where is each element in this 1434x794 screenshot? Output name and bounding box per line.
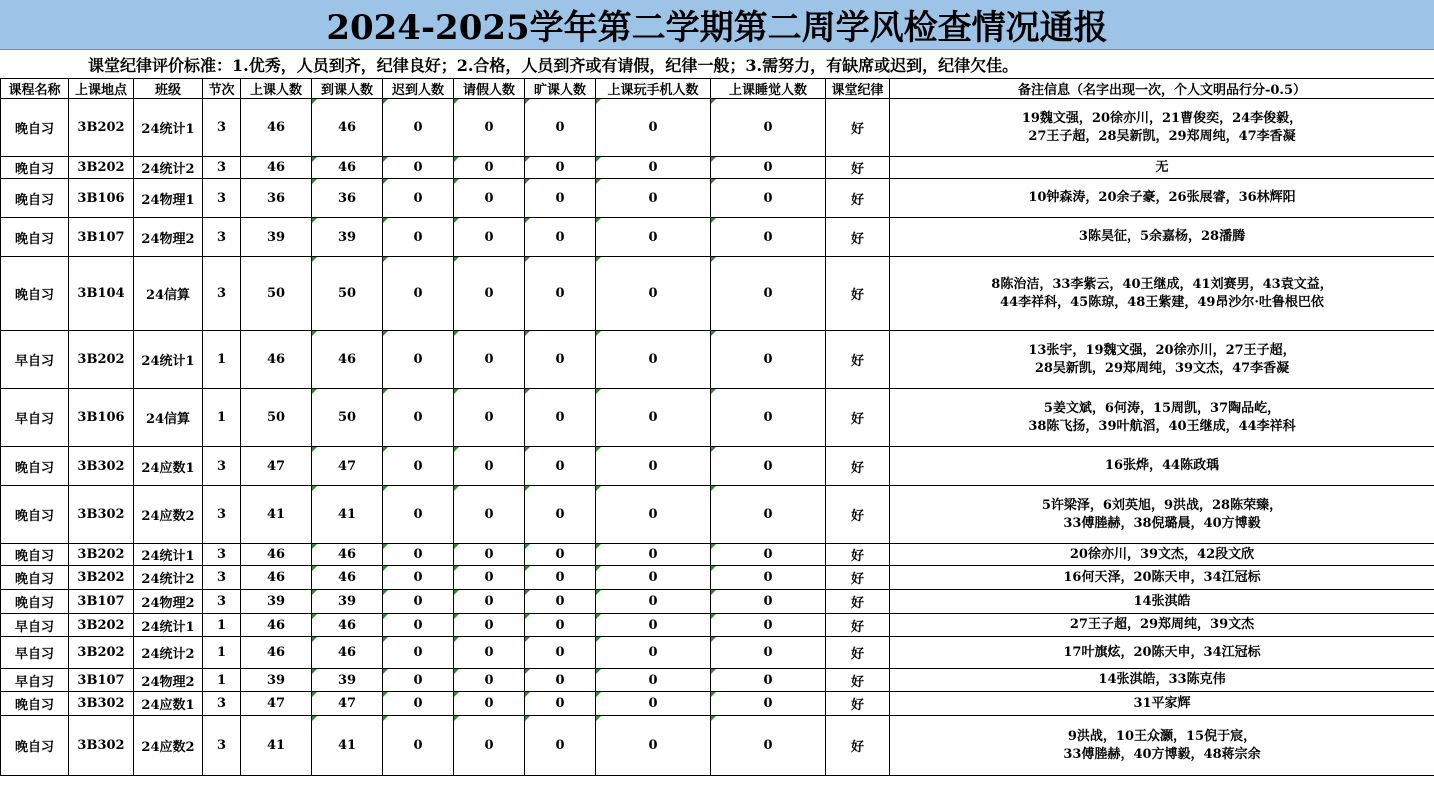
cell-discipline: 好 — [826, 716, 890, 776]
cell-leave: 0 — [454, 566, 525, 590]
cell-course: 早自习 — [1, 331, 69, 389]
cell-sleep: 0 — [711, 692, 826, 716]
table-row — [1, 692, 1434, 716]
cell-notes — [890, 99, 1434, 157]
evaluation-criteria: 课堂纪律评价标准：1.优秀，人员到齐，纪律良好；2.合格，人员到齐或有请假，纪律一般；3.需努力，有缺席或迟到，纪律欠佳。 — [88, 55, 1019, 75]
cell-absent: 0 — [525, 637, 596, 669]
cell-class: 24统计1 — [134, 99, 203, 157]
cell-phone: 0 — [596, 331, 711, 389]
cell-discipline: 好 — [826, 257, 890, 331]
cell-absent: 0 — [525, 590, 596, 614]
cell-present: 36 — [312, 179, 383, 218]
cell-period: 3 — [203, 157, 241, 179]
cell-course: 早自习 — [1, 637, 69, 669]
cell-expected: 46 — [241, 331, 312, 389]
cell-present: 47 — [312, 692, 383, 716]
cell-discipline: 好 — [826, 614, 890, 637]
note-line: 33傅塍赫，38倪璐晨，40方博毅 — [1063, 515, 1261, 531]
cell-sleep: 0 — [711, 716, 826, 776]
cell-absent: 0 — [525, 716, 596, 776]
cell-location: 3B104 — [69, 257, 134, 331]
cell-phone: 0 — [596, 590, 711, 614]
cell-absent: 0 — [525, 257, 596, 331]
note-line: 8陈治洁，33李紫云，40王继成，41刘赛男，43袁文益， — [991, 276, 1333, 292]
cell-late: 0 — [383, 716, 454, 776]
note-line: 27王子超，29郑周纯，39文杰 — [1069, 617, 1255, 632]
cell-late: 0 — [383, 692, 454, 716]
cell-absent: 0 — [525, 331, 596, 389]
table-row — [1, 590, 1434, 614]
table-row — [1, 331, 1434, 389]
cell-absent: 0 — [525, 614, 596, 637]
cell-period: 3 — [203, 590, 241, 614]
cell-class: 24统计2 — [134, 637, 203, 669]
column-header-period: 节次 — [203, 79, 241, 99]
cell-phone: 0 — [596, 544, 711, 566]
cell-sleep: 0 — [711, 179, 826, 218]
table-row — [1, 486, 1434, 544]
cell-sleep: 0 — [711, 614, 826, 637]
cell-discipline: 好 — [826, 157, 890, 179]
cell-notes — [890, 716, 1434, 776]
cell-period: 1 — [203, 389, 241, 447]
cell-expected: 41 — [241, 716, 312, 776]
cell-phone: 0 — [596, 669, 711, 692]
cell-course: 晚自习 — [1, 544, 69, 566]
cell-phone: 0 — [596, 99, 711, 157]
cell-leave: 0 — [454, 218, 525, 257]
cell-phone: 0 — [596, 486, 711, 544]
cell-location: 3B202 — [69, 614, 134, 637]
header-row — [1, 79, 1434, 99]
cell-period: 3 — [203, 566, 241, 590]
cell-period: 3 — [203, 179, 241, 218]
cell-leave: 0 — [454, 716, 525, 776]
cell-present: 46 — [312, 99, 383, 157]
cell-class: 24应数2 — [134, 716, 203, 776]
note-line: 16张烨，44陈政瑀 — [1104, 458, 1220, 473]
cell-phone: 0 — [596, 637, 711, 669]
cell-late: 0 — [383, 566, 454, 590]
cell-course: 晚自习 — [1, 486, 69, 544]
cell-phone: 0 — [596, 389, 711, 447]
note-line: 28吴新凯，29郑周纯，39文杰，47李香凝 — [1034, 360, 1290, 376]
cell-discipline: 好 — [826, 99, 890, 157]
cell-phone: 0 — [596, 716, 711, 776]
cell-notes — [890, 614, 1434, 637]
cell-present: 39 — [312, 669, 383, 692]
cell-location: 3B202 — [69, 157, 134, 179]
cell-class: 24物理2 — [134, 669, 203, 692]
table-row — [1, 218, 1434, 257]
cell-course: 早自习 — [1, 669, 69, 692]
cell-location: 3B107 — [69, 218, 134, 257]
cell-period: 3 — [203, 716, 241, 776]
column-header-class: 班级 — [134, 79, 203, 99]
cell-absent: 0 — [525, 157, 596, 179]
cell-location: 3B202 — [69, 99, 134, 157]
cell-late: 0 — [383, 331, 454, 389]
cell-late: 0 — [383, 218, 454, 257]
cell-late: 0 — [383, 447, 454, 486]
cell-course: 晚自习 — [1, 692, 69, 716]
table-body — [1, 99, 1434, 776]
cell-location: 3B202 — [69, 566, 134, 590]
cell-location: 3B107 — [69, 669, 134, 692]
cell-location: 3B202 — [69, 637, 134, 669]
cell-location: 3B302 — [69, 447, 134, 486]
cell-phone: 0 — [596, 566, 711, 590]
table-row — [1, 544, 1434, 566]
cell-expected: 46 — [241, 544, 312, 566]
cell-late: 0 — [383, 389, 454, 447]
cell-class: 24统计1 — [134, 331, 203, 389]
cell-period: 1 — [203, 614, 241, 637]
cell-discipline: 好 — [826, 669, 890, 692]
cell-leave: 0 — [454, 544, 525, 566]
cell-expected: 39 — [241, 669, 312, 692]
cell-discipline: 好 — [826, 692, 890, 716]
cell-expected: 47 — [241, 447, 312, 486]
cell-class: 24统计2 — [134, 157, 203, 179]
cell-notes — [890, 331, 1434, 389]
cell-present: 46 — [312, 544, 383, 566]
cell-expected: 46 — [241, 614, 312, 637]
note-line: 17叶旗炫，20陈天申，34江冠标 — [1063, 644, 1261, 660]
note-line: 10钟森涛，20余子豪，26张展睿，36林辉阳 — [1028, 190, 1296, 205]
cell-sleep: 0 — [711, 157, 826, 179]
cell-location: 3B107 — [69, 590, 134, 614]
table-row — [1, 389, 1434, 447]
note-line: 16何天泽，20陈天申，34江冠标 — [1063, 569, 1261, 585]
column-header-absent: 旷课人数 — [525, 79, 596, 99]
cell-discipline: 好 — [826, 637, 890, 669]
cell-sleep: 0 — [711, 637, 826, 669]
cell-class: 24物理1 — [134, 179, 203, 218]
cell-period: 3 — [203, 218, 241, 257]
cell-class: 24统计1 — [134, 544, 203, 566]
cell-sleep: 0 — [711, 590, 826, 614]
note-line: 13张宇，19魏文强，20徐亦川，27王子超， — [1028, 342, 1296, 358]
cell-discipline: 好 — [826, 447, 890, 486]
cell-course: 晚自习 — [1, 257, 69, 331]
note-line: 33傅塍赫，40方博毅，48蒋宗余 — [1063, 746, 1261, 762]
cell-absent: 0 — [525, 99, 596, 157]
cell-sleep: 0 — [711, 389, 826, 447]
cell-leave: 0 — [454, 692, 525, 716]
table-row — [1, 716, 1434, 776]
cell-sleep: 0 — [711, 331, 826, 389]
cell-expected: 50 — [241, 389, 312, 447]
table-row — [1, 637, 1434, 669]
cell-course: 晚自习 — [1, 157, 69, 179]
cell-discipline: 好 — [826, 331, 890, 389]
cell-period: 3 — [203, 447, 241, 486]
cell-sleep: 0 — [711, 218, 826, 257]
cell-leave: 0 — [454, 331, 525, 389]
cell-notes — [890, 637, 1434, 669]
cell-course: 早自习 — [1, 614, 69, 637]
cell-leave: 0 — [454, 447, 525, 486]
report-title: 2024-2025学年第二学期第二周学风检查情况通报 — [0, 0, 1434, 50]
note-line: 20徐亦川，39文杰，42段文欣 — [1069, 546, 1255, 562]
cell-present: 46 — [312, 331, 383, 389]
cell-present: 50 — [312, 389, 383, 447]
cell-phone: 0 — [596, 614, 711, 637]
cell-late: 0 — [383, 179, 454, 218]
cell-course: 晚自习 — [1, 447, 69, 486]
table-row — [1, 179, 1434, 218]
cell-late: 0 — [383, 590, 454, 614]
cell-absent: 0 — [525, 566, 596, 590]
column-header-phone: 上课玩手机人数 — [596, 79, 711, 99]
cell-period: 3 — [203, 99, 241, 157]
cell-course: 晚自习 — [1, 99, 69, 157]
cell-location: 3B106 — [69, 389, 134, 447]
note-line: 44李祥科，45陈琼，48王紫建，49昂沙尔·吐鲁根巴依 — [1000, 294, 1324, 310]
cell-class: 24统计2 — [134, 566, 203, 590]
cell-period: 3 — [203, 544, 241, 566]
cell-expected: 46 — [241, 157, 312, 179]
cell-location: 3B202 — [69, 544, 134, 566]
cell-present: 39 — [312, 590, 383, 614]
cell-course: 晚自习 — [1, 566, 69, 590]
cell-present: 50 — [312, 257, 383, 331]
cell-expected: 50 — [241, 257, 312, 331]
cell-leave: 0 — [454, 179, 525, 218]
cell-class: 24物理2 — [134, 590, 203, 614]
cell-present: 46 — [312, 637, 383, 669]
cell-sleep: 0 — [711, 544, 826, 566]
cell-present: 41 — [312, 486, 383, 544]
column-header-present: 到课人数 — [312, 79, 383, 99]
cell-absent: 0 — [525, 179, 596, 218]
inspection-table — [0, 78, 1434, 776]
note-line: 3陈昊征，5余嘉杨，28潘腾 — [1078, 229, 1246, 244]
cell-leave: 0 — [454, 614, 525, 637]
cell-notes — [890, 257, 1434, 331]
cell-expected: 39 — [241, 590, 312, 614]
cell-late: 0 — [383, 486, 454, 544]
cell-sleep: 0 — [711, 566, 826, 590]
cell-expected: 46 — [241, 99, 312, 157]
cell-expected: 46 — [241, 566, 312, 590]
cell-leave: 0 — [454, 99, 525, 157]
cell-period: 3 — [203, 692, 241, 716]
note-line: 5姜文斌，6何涛，15周凯，37陶品屹， — [1043, 400, 1281, 416]
cell-class: 24信算 — [134, 389, 203, 447]
cell-present: 39 — [312, 218, 383, 257]
cell-sleep: 0 — [711, 447, 826, 486]
cell-absent: 0 — [525, 692, 596, 716]
cell-sleep: 0 — [711, 669, 826, 692]
cell-absent: 0 — [525, 486, 596, 544]
note-line: 14张淇皓 — [1133, 593, 1191, 609]
cell-course: 晚自习 — [1, 716, 69, 776]
cell-leave: 0 — [454, 486, 525, 544]
column-header-location: 上课地点 — [69, 79, 134, 99]
cell-expected: 36 — [241, 179, 312, 218]
note-line: 无 — [1155, 159, 1169, 175]
note-line: 19魏文强，20徐亦川，21曹俊奕，24李俊毅， — [1021, 110, 1303, 126]
cell-notes — [890, 389, 1434, 447]
cell-phone: 0 — [596, 257, 711, 331]
cell-leave: 0 — [454, 157, 525, 179]
column-header-course: 课程名称 — [1, 79, 69, 99]
column-header-sleep: 上课睡觉人数 — [711, 79, 826, 99]
table-row — [1, 257, 1434, 331]
cell-notes — [890, 179, 1434, 218]
cell-phone: 0 — [596, 218, 711, 257]
cell-late: 0 — [383, 257, 454, 331]
cell-discipline: 好 — [826, 590, 890, 614]
table-row — [1, 614, 1434, 637]
cell-course: 早自习 — [1, 389, 69, 447]
cell-course: 晚自习 — [1, 179, 69, 218]
cell-notes — [890, 669, 1434, 692]
cell-class: 24应数1 — [134, 692, 203, 716]
cell-discipline: 好 — [826, 218, 890, 257]
cell-sleep: 0 — [711, 99, 826, 157]
cell-expected: 39 — [241, 218, 312, 257]
cell-present: 41 — [312, 716, 383, 776]
cell-period: 1 — [203, 637, 241, 669]
cell-present: 46 — [312, 157, 383, 179]
cell-notes — [890, 566, 1434, 590]
note-line: 5许梁泽，6刘英旭，9洪战，28陈荣臻， — [1041, 497, 1283, 513]
note-line: 14张淇皓，33陈克伟 — [1098, 672, 1226, 687]
note-line: 9洪战，10王众灏，15倪于宸， — [1067, 728, 1257, 744]
cell-late: 0 — [383, 99, 454, 157]
cell-leave: 0 — [454, 389, 525, 447]
cell-phone: 0 — [596, 447, 711, 486]
cell-phone: 0 — [596, 157, 711, 179]
cell-period: 1 — [203, 331, 241, 389]
cell-discipline: 好 — [826, 486, 890, 544]
cell-late: 0 — [383, 544, 454, 566]
cell-leave: 0 — [454, 669, 525, 692]
cell-period: 3 — [203, 257, 241, 331]
column-header-late: 迟到人数 — [383, 79, 454, 99]
column-header-leave: 请假人数 — [454, 79, 525, 99]
table-row — [1, 157, 1434, 179]
cell-absent: 0 — [525, 447, 596, 486]
cell-late: 0 — [383, 157, 454, 179]
cell-present: 46 — [312, 566, 383, 590]
cell-absent: 0 — [525, 218, 596, 257]
cell-discipline: 好 — [826, 389, 890, 447]
cell-discipline: 好 — [826, 179, 890, 218]
cell-leave: 0 — [454, 637, 525, 669]
cell-expected: 41 — [241, 486, 312, 544]
cell-notes — [890, 544, 1434, 566]
cell-notes — [890, 447, 1434, 486]
cell-class: 24物理2 — [134, 218, 203, 257]
cell-notes — [890, 157, 1434, 179]
cell-class: 24应数2 — [134, 486, 203, 544]
note-line: 27王子超，28吴新凯，29郑周纯，47李香凝 — [1028, 128, 1296, 144]
cell-late: 0 — [383, 637, 454, 669]
table-row — [1, 447, 1434, 486]
cell-location: 3B302 — [69, 716, 134, 776]
cell-sleep: 0 — [711, 257, 826, 331]
cell-absent: 0 — [525, 389, 596, 447]
table-row — [1, 99, 1434, 157]
cell-location: 3B202 — [69, 331, 134, 389]
cell-notes — [890, 218, 1434, 257]
cell-notes — [890, 692, 1434, 716]
column-header-discipline: 课堂纪律 — [826, 79, 890, 99]
cell-expected: 46 — [241, 637, 312, 669]
cell-location: 3B106 — [69, 179, 134, 218]
cell-discipline: 好 — [826, 566, 890, 590]
cell-period: 3 — [203, 486, 241, 544]
table-row — [1, 669, 1434, 692]
cell-late: 0 — [383, 669, 454, 692]
cell-sleep: 0 — [711, 486, 826, 544]
column-header-notes: 备注信息（名字出现一次，个人文明品行分-0.5） — [890, 79, 1434, 99]
cell-late: 0 — [383, 614, 454, 637]
cell-period: 1 — [203, 669, 241, 692]
cell-present: 47 — [312, 447, 383, 486]
cell-notes — [890, 590, 1434, 614]
cell-course: 晚自习 — [1, 590, 69, 614]
note-line: 31平家辉 — [1133, 695, 1191, 711]
cell-absent: 0 — [525, 544, 596, 566]
cell-class: 24统计1 — [134, 614, 203, 637]
cell-class: 24应数1 — [134, 447, 203, 486]
cell-class: 24信算 — [134, 257, 203, 331]
cell-notes — [890, 486, 1434, 544]
cell-expected: 47 — [241, 692, 312, 716]
cell-phone: 0 — [596, 179, 711, 218]
cell-phone: 0 — [596, 692, 711, 716]
table-row — [1, 566, 1434, 590]
cell-course: 晚自习 — [1, 218, 69, 257]
cell-discipline: 好 — [826, 544, 890, 566]
column-header-expected: 上课人数 — [241, 79, 312, 99]
note-line: 38陈飞扬，39叶航滔，40王继成，44李祥科 — [1028, 418, 1296, 434]
cell-leave: 0 — [454, 590, 525, 614]
cell-leave: 0 — [454, 257, 525, 331]
cell-present: 46 — [312, 614, 383, 637]
cell-absent: 0 — [525, 669, 596, 692]
cell-location: 3B302 — [69, 692, 134, 716]
cell-location: 3B302 — [69, 486, 134, 544]
